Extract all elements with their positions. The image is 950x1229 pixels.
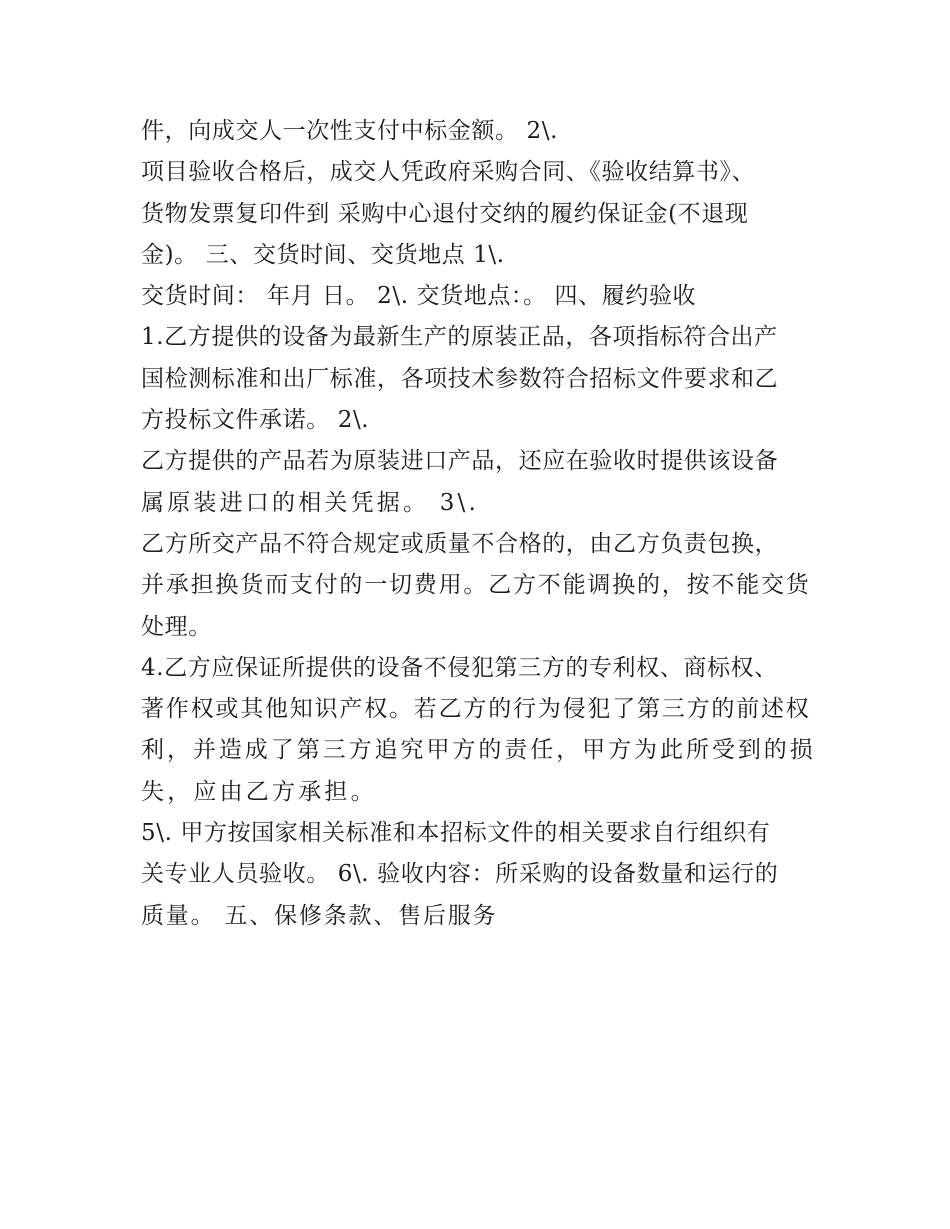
text-line-19: 关专业人员验收。 6\. 验收内容：所采购的设备数量和运行的 xyxy=(141,861,779,888)
text-line-5: 交货时间： 年月 日。 2\. 交货地点：。 四、履约验收 xyxy=(141,283,697,310)
text-line-15: 著作权或其他知识产权。若乙方的行为侵犯了第三方的前述权 xyxy=(141,696,811,723)
text-line-18: 5\. 甲方按国家相关标准和本招标文件的相关要求自行组织有 xyxy=(141,820,771,847)
text-line-3: 货物发票复印件到 采购中心退付交纳的履约保证金(不退现 xyxy=(141,200,749,227)
text-line-9: 乙方提供的产品若为原装进口产品，还应在验收时提供该设备 xyxy=(141,448,779,475)
text-line-13: 处理。 xyxy=(141,613,212,640)
text-line-17: 失，应由乙方承担。 xyxy=(141,778,377,805)
text-line-8: 方投标文件承诺。 2\. xyxy=(141,407,370,434)
text-line-10: 属原装进口的相关凭据。 3\. xyxy=(141,489,480,516)
text-line-7: 国检测标准和出厂标准，各项技术参数符合招标文件要求和乙 xyxy=(141,365,779,392)
text-line-4: 金)。 三、交货时间、交货地点 1\. xyxy=(141,241,505,268)
text-line-12: 并承担换货而支付的一切费用。乙方不能调换的，按不能交货 xyxy=(141,572,811,599)
text-line-1: 件，向成交人一次性支付中标金额。 2\. xyxy=(141,118,559,144)
text-line-20: 质量。 五、保修条款、售后服务 xyxy=(141,902,498,929)
text-line-16: 利，并造成了第三方追究甲方的责任，甲方为此所受到的损 xyxy=(141,737,816,764)
text-line-14: 4.乙方应保证所提供的设备不侵犯第三方的专利权、商标权、 xyxy=(141,654,778,681)
text-line-11: 乙方所交产品不符合规定或质量不合格的，由乙方负责包换， xyxy=(141,530,779,557)
document-body xyxy=(141,111,821,937)
text-line-2: 项目验收合格后，成交人凭政府采购合同、《验收结算书》、 xyxy=(141,159,756,186)
text-line-6: 1.乙方提供的设备为最新生产的原装正品，各项指标符合出产 xyxy=(141,324,778,351)
